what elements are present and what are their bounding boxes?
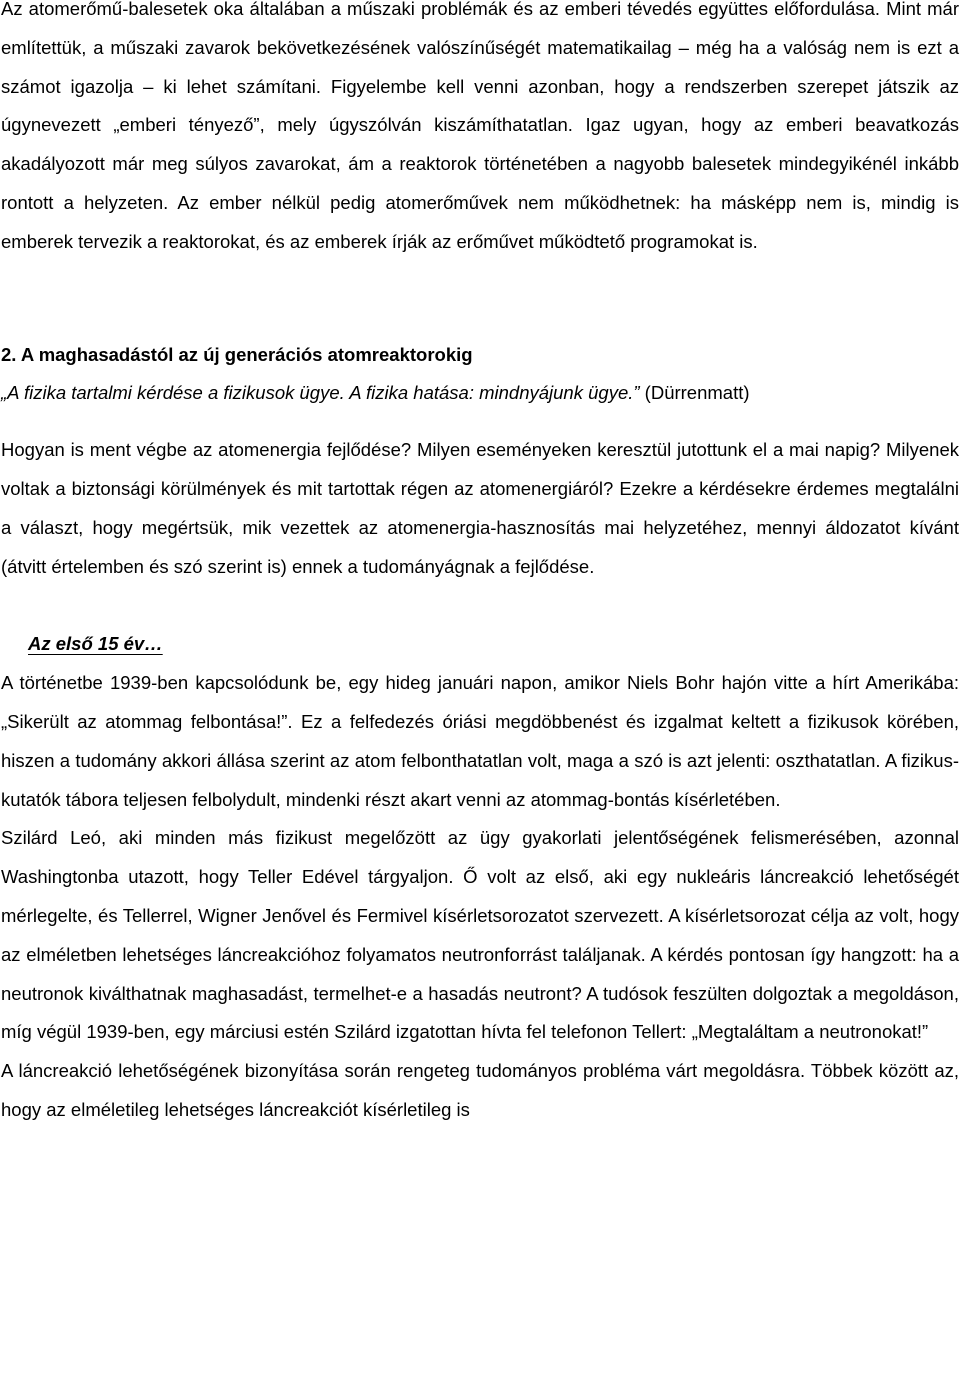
body-paragraph: A láncreakció lehetőségének bizonyítása során rengeteg tudományos probléma várt megoldásra. Többek között az, hogy az elméletileg lehetséges láncreakciót kísérletileg is (1, 1060, 959, 1120)
body-paragraph: Az atomerőmű-balesetek oka általában a műszaki problémák és az emberi tévedés együttes előfordulása. Mint már említettük, a műszaki zavarok bekövetkezésének valószínűségét matematikailag – még ha a valóság nem is ezt a számot igazolja – ki lehet számítani. Figyelembe kell venni azonban, hogy a rendszerben szerepet játszik az úgynevezett „emberi tényező”, mely úgyszólván kiszámíthatatlan. Igaz ugyan, hogy az emberi beavatkozás akadályozott már meg súlyos zavarokat, ám a reaktorok történetében a nagyobb balesetek mindegyikénél inkább rontott a helyzeten. Az ember nélkül pedig atomerőművek nem működhetnek: ha másképp nem is, mindig is emberek tervezik a reaktorokat, és az emberek írják az erőművet működtető programokat is. (1, 0, 959, 252)
quote-author: (Dürrenmatt) (639, 382, 750, 404)
body-paragraph: A történetbe 1939-ben kapcsolódunk be, egy hideg januári napon, amikor Niels Bohr hajón vitte a hírt Amerikába: „Sikerült az atommag felbontása!”. Ez a felfedezés óriási megdöbbenést és izgalmat keltett a fizikusok körében, hiszen a tudomány akkori állása szerint az atom felbonthatatlan volt, maga a szó is azt jelenti: oszthatatlan. A fizikus-kutatók tábora teljesen felbolydult, mindenki részt akart venni az atommag-bontás kísérletében. (1, 672, 959, 810)
section-heading: 2. A maghasadástól az új generációs atomreaktorokig (1, 343, 473, 365)
subsection-heading: Az első 15 év… (28, 633, 163, 655)
epigraph-quote (1, 374, 959, 413)
quote-text: „A fizika tartalmi kérdése a fizikusok ügye. A fizika hatása: mindnyájunk ügye.” (1, 382, 640, 404)
body-paragraph: Szilárd Leó, aki minden más fizikust megelőzött az ügy gyakorlati jelentőségének felismerésében, azonnal Washingtonba utazott, hogy Teller Edével tárgyaljon. Ő volt az első, aki egy nukleáris láncreakció lehetőségét mérlegelte, és Tellerrel, Wigner Jenővel és Fermivel kísérletsorozatot szervezett. A kísérletsorozat célja az volt, hogy az elméletben lehetséges láncreakcióhoz folyamatos neutronforrást találjanak. A kérdés pontosan így hangzott: ha a neutronok kiválthatnak maghasadást, termelhet-e a hasadás neutront? A tudósok feszülten dolgoztak a megoldáson, míg végül 1939-ben, egy márciusi estén Szilárd izgatottan hívta fel telefonon Tellert: „Megtaláltam a neutronokat!” (1, 827, 959, 1043)
section-intro-paragraph: Hogyan is ment végbe az atomenergia fejlődése? Milyen eseményeken keresztül jutottunk el a mai napig? Milyenek voltak a biztonsági körülmények és mit tartottak régen az atomenergiáról? Ezekre a kérdésekre érdemes megtalálni a választ, hogy megértsük, mik vezettek az atomenergia-hasznosítás mai helyzetéhez, mennyi áldozatot kívánt (átvitt értelemben és szó szerint is) ennek a tudományágnak a fejlődése. (1, 439, 959, 577)
